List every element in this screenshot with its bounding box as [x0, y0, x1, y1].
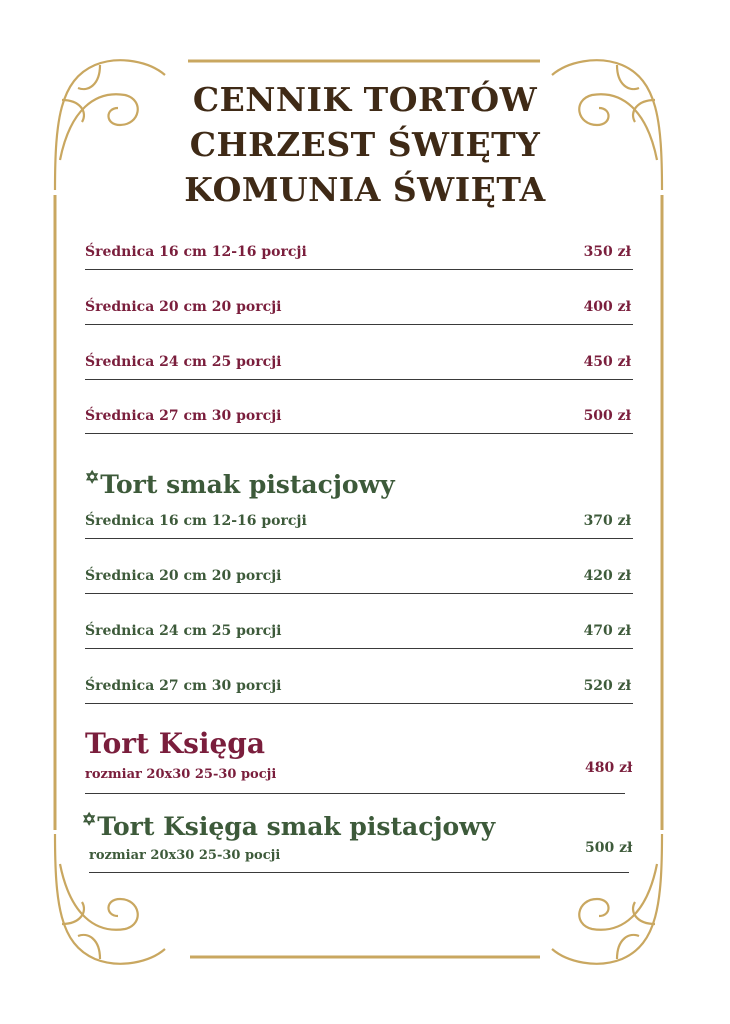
item-name: Średnica 27 cm 30 porcji — [85, 408, 282, 424]
price-row — [85, 566, 633, 592]
book-size: rozmiar 20x30 25-30 pocji — [85, 767, 277, 782]
book-price: 480 zł — [585, 760, 633, 776]
divider — [85, 433, 633, 434]
heading-text: Tort Księga smak pistacjowy — [97, 812, 496, 841]
item-name: Średnica 24 cm 25 porcji — [85, 354, 282, 370]
price-row — [85, 242, 633, 268]
divider — [85, 648, 633, 649]
item-price: 470 zł — [583, 623, 631, 639]
title-line-1: CENNIK TORTÓW — [192, 80, 538, 119]
item-price: 520 zł — [583, 678, 631, 694]
heading-text: Tort smak pistacjowy — [100, 470, 395, 499]
item-name: Średnica 24 cm 25 porcji — [85, 623, 282, 639]
section-heading-pistachio — [85, 468, 395, 499]
divider — [85, 269, 633, 270]
price-row — [85, 511, 633, 537]
divider — [85, 324, 633, 325]
item-name: Średnica 16 cm 12-16 porcji — [85, 244, 307, 260]
book-pistachio-price: 500 zł — [585, 840, 633, 856]
item-price: 370 zł — [583, 513, 631, 529]
divider — [85, 793, 625, 794]
price-row — [85, 406, 633, 432]
item-name: Średnica 27 cm 30 porcji — [85, 678, 282, 694]
item-price: 450 zł — [583, 354, 631, 370]
section-heading-book-pistachio — [82, 810, 495, 841]
item-price: 420 zł — [583, 568, 631, 584]
price-row — [85, 297, 633, 323]
divider — [85, 703, 633, 704]
item-name: Średnica 16 cm 12-16 porcji — [85, 513, 307, 529]
item-price: 350 zł — [583, 244, 631, 260]
item-name: Średnica 20 cm 20 porcji — [85, 299, 282, 315]
section-heading-book: Tort Księga — [85, 727, 266, 760]
divider — [89, 872, 629, 873]
item-name: Średnica 20 cm 20 porcji — [85, 568, 282, 584]
divider — [85, 538, 633, 539]
divider — [85, 593, 633, 594]
price-row — [85, 676, 633, 702]
book-pistachio-size: rozmiar 20x30 25-30 pocji — [89, 848, 281, 863]
title-line-2: CHRZEST ŚWIĘTY — [189, 125, 541, 164]
price-row — [85, 621, 633, 647]
divider — [85, 379, 633, 380]
title-line-3: KOMUNIA ŚWIĘTA — [184, 170, 546, 209]
price-row — [85, 352, 633, 378]
item-price: 500 zł — [583, 408, 631, 424]
item-price: 400 zł — [583, 299, 631, 315]
star-icon: ✡ — [82, 810, 97, 830]
star-icon: ✡ — [85, 468, 100, 488]
